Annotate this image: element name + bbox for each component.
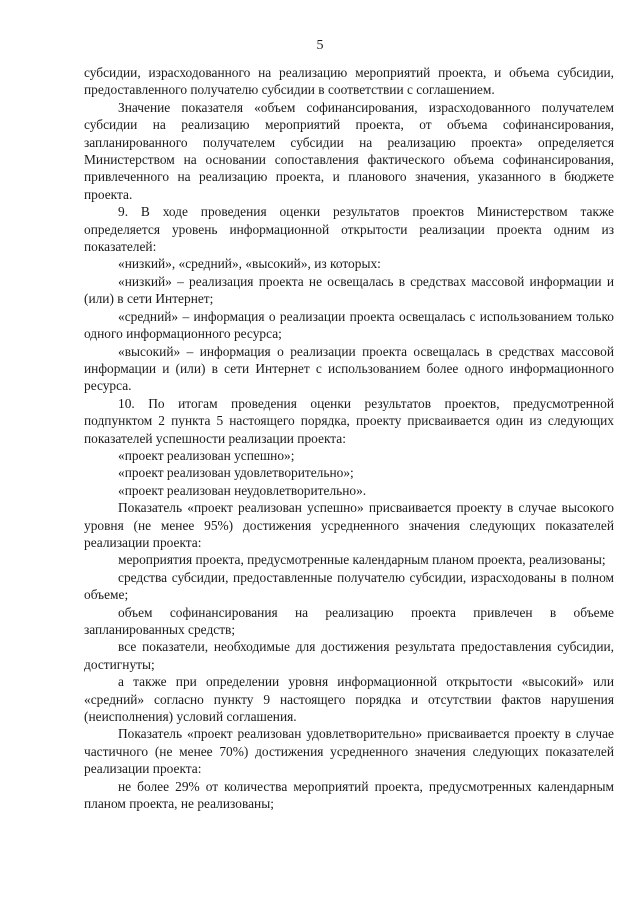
paragraph-15: объем софинансирования на реализацию проекта привлечен в объеме запланированных средств; xyxy=(84,604,614,637)
paragraph-5: «низкий» – реализация проекта не освещалась в средствах массовой информации и (или) в сети Интернет; xyxy=(84,273,614,307)
paragraph-6: «средний» – информация о реализации проекта освещалась с использованием только одного информационного ресурса; xyxy=(84,308,614,342)
paragraph-3: 9. В ходе проведения оценки результатов проектов Министерством также определяется уровень информационной открытости реализации проекта одним из показателей: xyxy=(84,204,614,255)
paragraph-11: «проект реализован неудовлетворительно». xyxy=(118,482,367,498)
paragraph-2: Значение показателя «объем софинансирования, израсходованного получателем субсидии на реализацию мероприятий проекта, от объема софинансирования, запланированного получателем субсидии на реализацию проекта» определяется Министерством на основании сопоставления фактического объема софинансирования, привлеченного на реализацию проекта, и планового значения, указанного в бюджете проекта. xyxy=(84,99,614,202)
page-number: 5 xyxy=(316,38,324,53)
paragraph-14: средства субсидии, предоставленные получателю субсидии, израсходованы в полном объеме; xyxy=(84,569,614,603)
paragraph-7: «высокий» – информация о реализации проекта освещалась в средствах массовой информации и (или) в сети Интернет с использованием более одного информационного ресурса. xyxy=(84,343,614,394)
paragraph-19: не более 29% от количества мероприятий проекта, предусмотренных календарным планом проекта, не реализованы; xyxy=(84,778,614,812)
paragraph-17: а также при определении уровня информационной открытости «высокий» или «средний» согласно пункту 9 настоящего порядка и отсутствии фактов нарушения (неисполнения) условий соглашения. xyxy=(84,674,614,725)
paragraph-8: 10. По итогам проведения оценки результатов проектов, предусмотренной подпунктом 2 пункта 5 настоящего порядка, проекту присваивается один из следующих показателей успешности реализации проекта: xyxy=(84,395,614,446)
paragraph-4: «низкий», «средний», «высокий», из которых: xyxy=(118,256,381,272)
paragraph-1: субсидии, израсходованного на реализацию мероприятий проекта, и объема субсидии, предоставленного получателю субсидии в соответствии с соглашением. xyxy=(84,65,614,98)
paragraph-12: Показатель «проект реализован успешно» присваивается проекту в случае высокого уровня (не менее 95%) достижения усредненного значения следующих показателей реализации проекта: xyxy=(84,500,614,550)
paragraph-16: все показатели, необходимые для достижения результата предоставления субсидии, достигнуты; xyxy=(84,639,614,672)
paragraph-13: мероприятия проекта, предусмотренные календарным планом проекта, реализованы; xyxy=(118,552,606,568)
paragraph-10: «проект реализован удовлетворительно»; xyxy=(118,465,354,481)
paragraph-18: Показатель «проект реализован удовлетворительно» присваивается проекту в случае частичного (не менее 70%) достижения усредненного значения следующих показателей реализации проекта: xyxy=(84,726,614,777)
document-body xyxy=(84,64,614,812)
paragraph-9: «проект реализован успешно»; xyxy=(118,447,295,463)
